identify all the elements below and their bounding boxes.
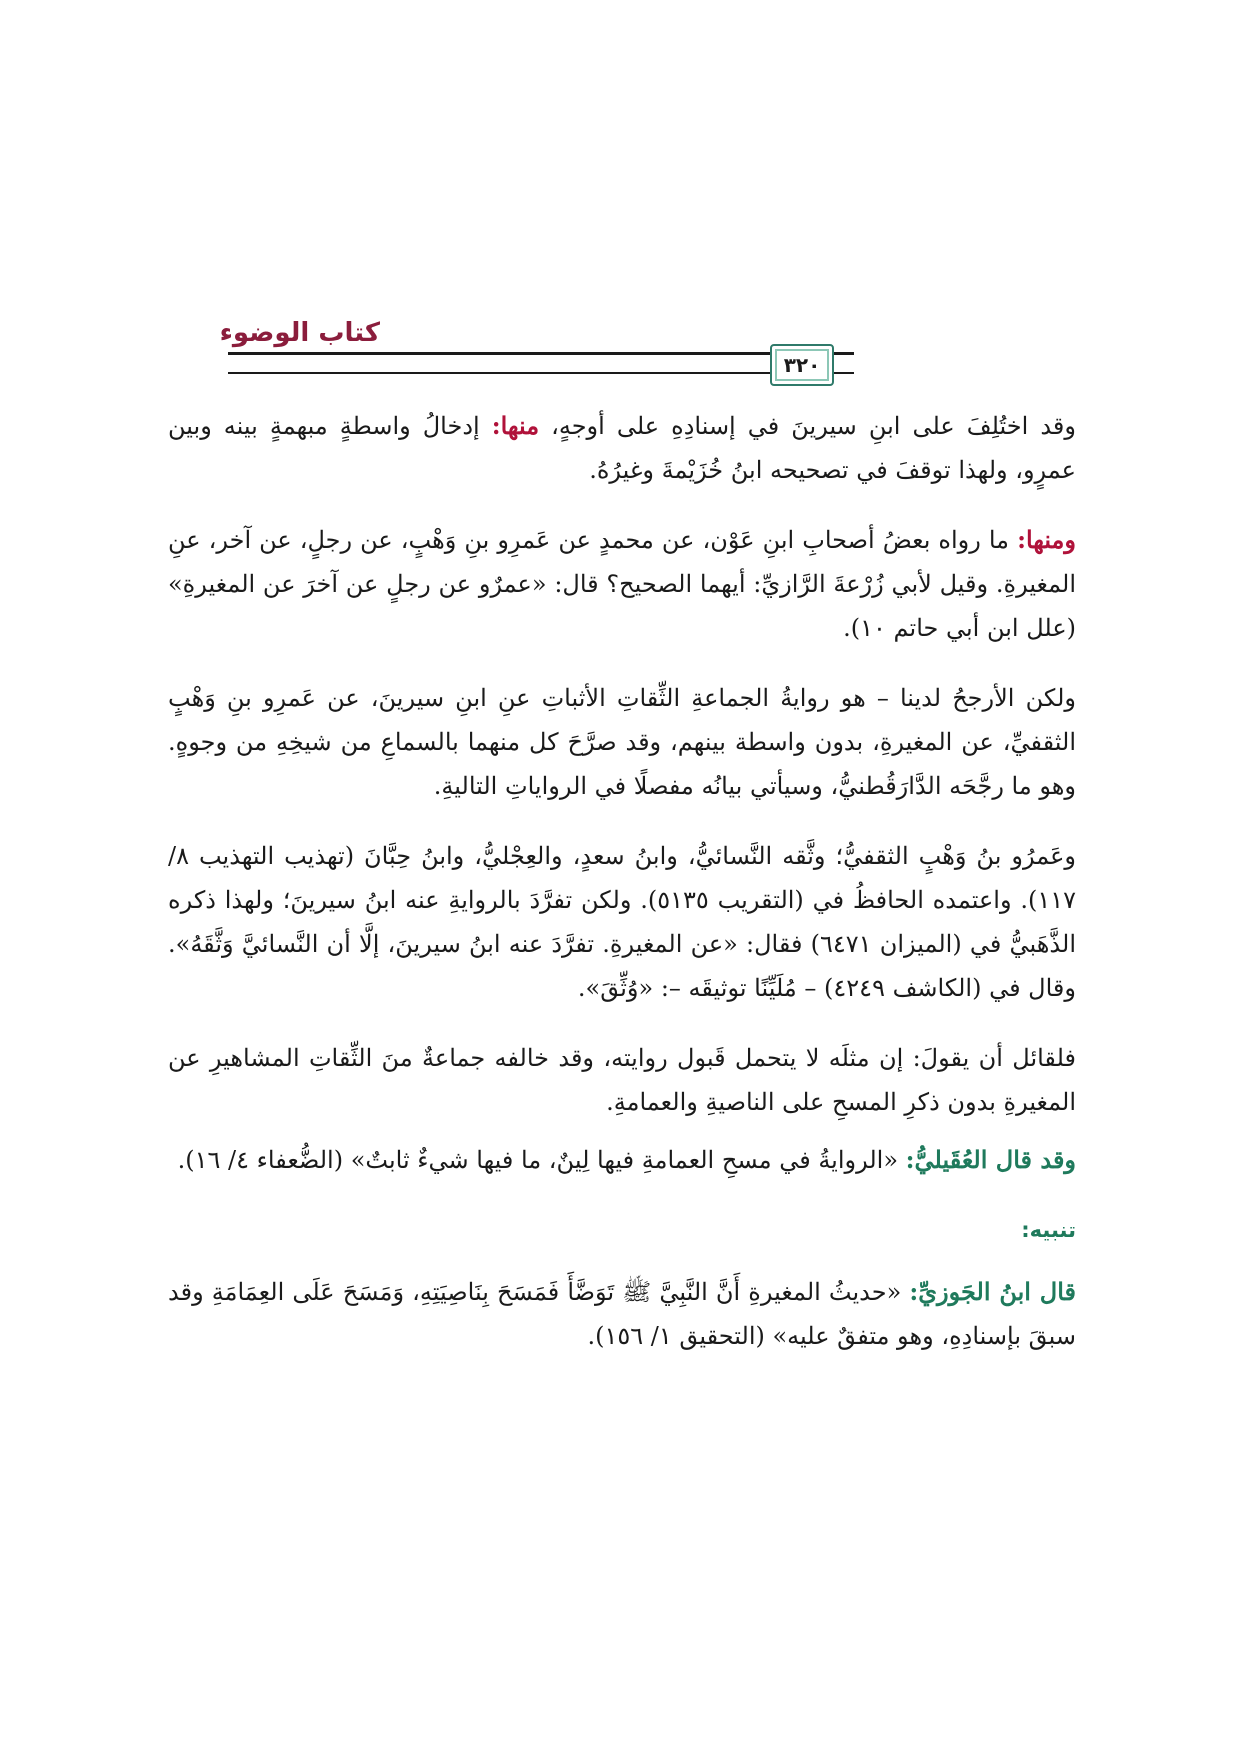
page-number: ٣٢٠ [783, 353, 821, 377]
paragraph-5 [168, 1036, 1076, 1124]
paragraph-1-text-a: وقد اختُلِفَ على ابنِ سيرينَ في إسنادِهِ على أوجهٍ، [539, 412, 1076, 440]
paragraph-1 [168, 404, 1076, 492]
note-heading: تنبيه: [1021, 1218, 1076, 1242]
paragraph-6 [168, 1138, 1076, 1182]
book-title: كتاب الوضوء [219, 318, 380, 348]
page-body [168, 404, 1076, 1372]
header-rule-top [228, 352, 772, 355]
note-lead: قال ابنُ الجَوزيِّ: [909, 1277, 1077, 1306]
paragraph-4-text: وعَمرُو بنُ وَهْبٍ الثقفيُّ؛ وثَّقه النَّسائيُّ، وابنُ سعدٍ، والعِجْليُّ، وابنُ حِبَّانَ (تهذيب التهذيب ٨/ ١١٧). واعتمده الحافظُ في (التقريب ٥١٣٥). ولكن تفرَّدَ بالروايةِ عنه ابنُ سيرينَ؛ ولهذا ذكره الذَّهَبيُّ في (الميزان ٦٤٧١) فقال: «عن المغيرةِ. تفرَّدَ عنه ابنُ سيرينَ، إلَّا أن النَّسائيَّ وَثَّقَهُ». وقال في (الكاشف ٤٢٤٩) – مُلَيِّنًا توثيقَه –: «وُثِّقَ». [168, 842, 1077, 1002]
paragraph-3-text: ولكن الأرجحُ لدينا – هو روايةُ الجماعةِ الثِّقاتِ الأثباتِ عنِ ابنِ سيرينَ، عن عَمرِو بنِ وَهْبٍ الثقفيِّ، عن المغيرةِ، بدون واسطة بينهم، وقد صرَّحَ كل منهما بالسماعِ من شيخِهِ من وجوهٍ. وهو ما رجَّحَه الدَّارَقُطنيُّ، وسيأتي بيانُه مفصلًا في الرواياتِ التاليةِ. [168, 684, 1076, 800]
paragraph-6-text: «الروايةُ في مسحِ العمامةِ فيها لِينٌ، ما فيها شيءٌ ثابتٌ» (الضُّعفاء ٤/ ١٦). [177, 1146, 906, 1174]
paragraph-3 [168, 676, 1076, 808]
paragraph-2 [168, 518, 1076, 650]
paragraph-5-text: فلقائل أن يقولَ: إن مثلَه لا يتحمل قَبول روايته، وقد خالفه جماعةٌ منَ الثِّقاتِ المشاهيرِ عن المغيرةِ بدون ذكرِ المسحِ على الناصيةِ والعمامةِ. [168, 1044, 1076, 1116]
paragraph-1-highlight: منها: [491, 411, 540, 440]
page-number-badge [770, 344, 834, 386]
paragraph-2-text: ما رواه بعضُ أصحابِ ابنِ عَوْن، عن محمدٍ عن عَمرِو بنِ وَهْبٍ، عن رجلٍ، عن آخر، عنِ المغيرةِ. وقيل لأبي زُرْعةَ الرَّازيِّ: أيهما الصحيح؟ قال: «عمرٌو عن رجلٍ عن آخرَ عن المغيرةِ» (علل ابن أبي حاتم ١٠). [168, 526, 1076, 642]
paragraph-4 [168, 834, 1076, 1010]
paragraph-2-lead: ومنها: [1017, 525, 1076, 554]
header-rule-bottom [228, 372, 772, 374]
note-text: «حديثُ المغيرةِ أَنَّ النَّبِيَّ ﷺ تَوَضَّأَ فَمَسَحَ بِنَاصِيَتِهِ، وَمَسَحَ عَلَى العِمَامَةِ وقد سبقَ بإسنادِهِ، وهو متفقٌ عليه» (التحقيق ١/ ١٥٦). [168, 1278, 1076, 1350]
paragraph-6-lead: وقد قال العُقَيليُّ: [905, 1145, 1076, 1174]
paragraph-1-text-b: إدخالُ واسطةٍ مبهمةٍ بينه وبين عمرٍو، ولهذا توقفَ في تصحيحه ابنُ خُزَيْمةَ وغيرُهُ. [168, 412, 1076, 484]
note-paragraph [168, 1270, 1076, 1358]
